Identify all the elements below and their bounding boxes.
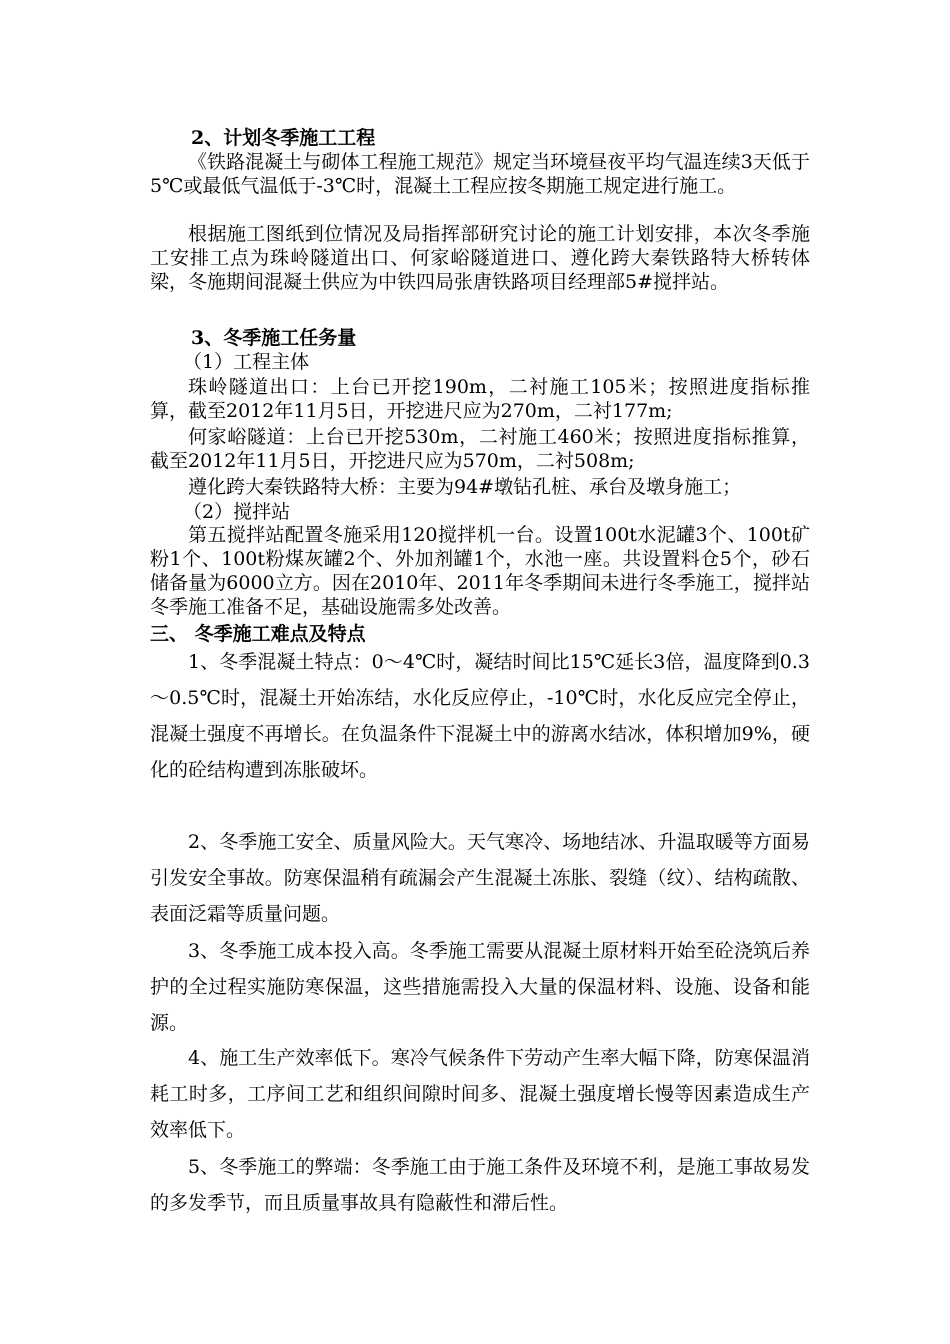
difficulty-item-3: 3、冬季施工成本投入高。冬季施工需要从混凝土原材料开始至砼浇筑后养护的全过程实施防寒保温，这些措施需投入大量的保温材料、设施、设备和能源。 — [150, 940, 810, 1034]
difficulty-item-4: 4、施工生产效率低下。寒冷气候条件下劳动产生率大幅下降，防寒保温消耗工时多，工序间工艺和组织间隙时间多、混凝土强度增长慢等因素造成生产效率低下。 — [150, 1047, 810, 1141]
mixing-station-paragraph: 第五搅拌站配置冬施采用120搅拌机一台。设置100t水泥罐3个、100t矿粉1个、100t粉煤灰罐2个、外加剂罐1个，水池一座。共设置料仓5个，砂石储备量为6000立方。因在2010年、2011年冬季期间未进行冬季施工，搅拌站冬季施工准备不足，基础设施需多处改善。 — [150, 524, 810, 618]
hejiayu-tunnel-paragraph: 何家峪隧道：上台已开挖530m，二衬施工460米；按照进度指标推算，截至2012年11月5日，开挖进尺应为570m，二衬508m; — [150, 426, 810, 472]
section-2-paragraph-1: 《铁路混凝土与砌体工程施工规范》规定当环境昼夜平均气温连续3天低于5℃或最低气温低于-3℃时，混凝土工程应按冬期施工规定进行施工。 — [150, 151, 810, 197]
difficulty-item-1: 1、冬季混凝土特点：0～4℃时，凝结时间比15℃延长3倍，温度降到0.3～0.5℃时，混凝土开始冻结，水化反应停止，-10℃时，水化反应完全停止，混凝土强度不再增长。在负温条件下混凝土中的游离水结冰，体积增加9%，硬化的砼结构遭到冻胀破坏。 — [150, 651, 810, 781]
difficulty-item-2: 2、冬季施工安全、质量风险大。天气寒冷、场地结冰、升温取暖等方面易引发安全事故。防寒保温稍有疏漏会产生混凝土冻胀、裂缝（纹）、结构疏散、表面泛霜等质量问题。 — [150, 831, 810, 925]
difficulty-item-5: 5、冬季施工的弊端：冬季施工由于施工条件及环境不利，是施工事故易发的多发季节，而且质量事故具有隐蔽性和滞后性。 — [150, 1156, 810, 1214]
subsection-2-title: （2）搅拌站 — [183, 501, 291, 523]
zhuling-tunnel-paragraph: 珠岭隧道出口：上台已开挖190m，二衬施工105米；按照进度指标推算，截至2012年11月5日，开挖进尺应为270m，二衬177m; — [150, 376, 810, 422]
section-2-paragraph-2: 根据施工图纸到位情况及局指挥部研究讨论的施工计划安排，本次冬季施工安排工点为珠岭隧道出口、何家峪隧道进口、遵化跨大秦铁路特大桥转体梁，冬施期间混凝土供应为中铁四局张唐铁路项目经理部5#搅拌站。 — [150, 223, 810, 293]
part-3-heading: 三、 冬季施工难点及特点 — [150, 623, 366, 645]
section-3-heading: 3、冬季施工任务量 — [191, 327, 357, 349]
zunhua-bridge-paragraph: 遵化跨大秦铁路特大桥：主要为94#墩钻孔桩、承台及墩身施工； — [188, 476, 742, 498]
subsection-1-title: （1）工程主体 — [183, 351, 310, 373]
section-2-heading: 2、计划冬季施工工程 — [191, 127, 376, 149]
